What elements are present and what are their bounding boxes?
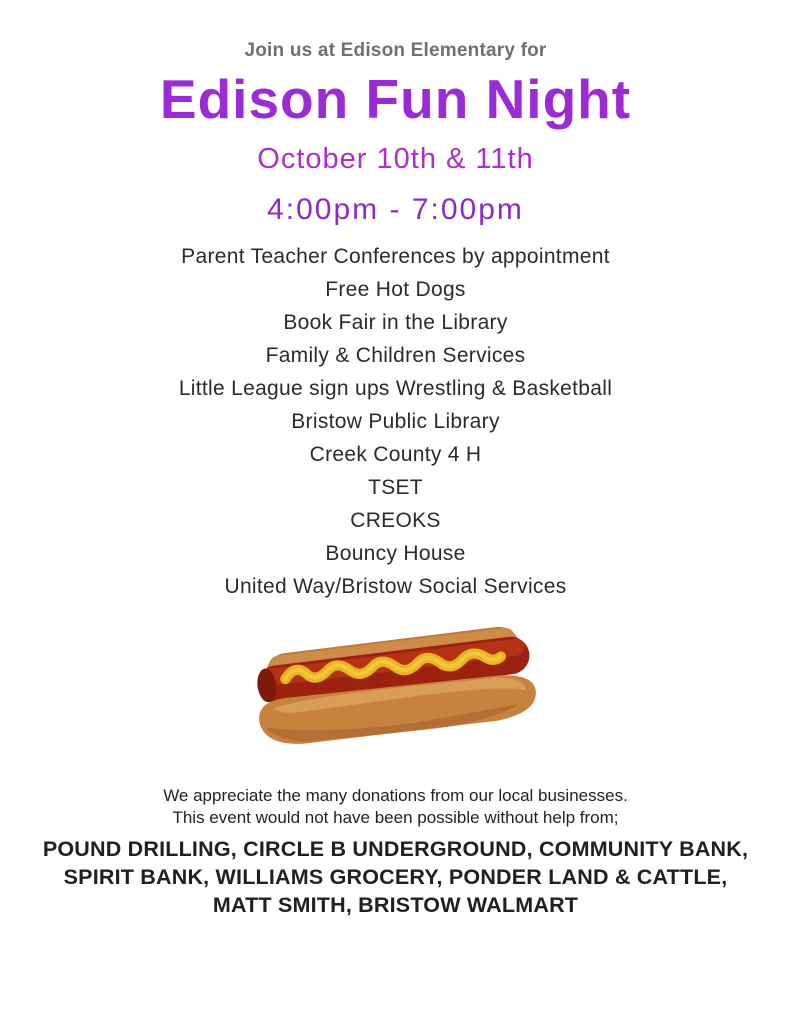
activity-item: Little League sign ups Wrestling & Basketball xyxy=(178,377,613,400)
activity-item: Parent Teacher Conferences by appointment xyxy=(181,245,610,268)
sponsors-line: POUND DRILLING, CIRCLE B UNDERGROUND, COMMUNITY BANK, xyxy=(42,837,749,861)
activities-list xyxy=(0,240,791,603)
activity-item: United Way/Bristow Social Services xyxy=(224,575,567,598)
event-time: 4:00pm - 7:00pm xyxy=(267,193,524,226)
sponsors-line: MATT SMITH, BRISTOW WALMART xyxy=(212,893,579,917)
thanks-line-1: We appreciate the many donations from our local businesses. xyxy=(163,786,628,805)
activity-item: CREOKS xyxy=(350,509,441,532)
hot-dog-image xyxy=(0,613,791,745)
activity-item: Bouncy House xyxy=(325,542,466,565)
thanks-line-2: This event would not have been possible without help from; xyxy=(172,808,619,827)
intro-line: Join us at Edison Elementary for xyxy=(244,40,547,61)
activity-item: Book Fair in the Library xyxy=(283,311,508,334)
activity-item: TSET xyxy=(368,476,423,499)
activity-item: Family & Children Services xyxy=(265,344,526,367)
sponsors-list xyxy=(0,835,791,919)
event-title: Edison Fun Night xyxy=(159,68,632,130)
activity-item: Free Hot Dogs xyxy=(325,278,466,301)
event-date: October 10th & 11th xyxy=(257,143,534,175)
sponsors-line: SPIRIT BANK, WILLIAMS GROCERY, PONDER LAND & CATTLE, xyxy=(63,865,728,889)
hot-dog-illustration xyxy=(246,613,546,745)
activity-item: Bristow Public Library xyxy=(291,410,500,433)
thanks-text xyxy=(0,785,791,829)
activity-item: Creek County 4 H xyxy=(309,443,482,466)
